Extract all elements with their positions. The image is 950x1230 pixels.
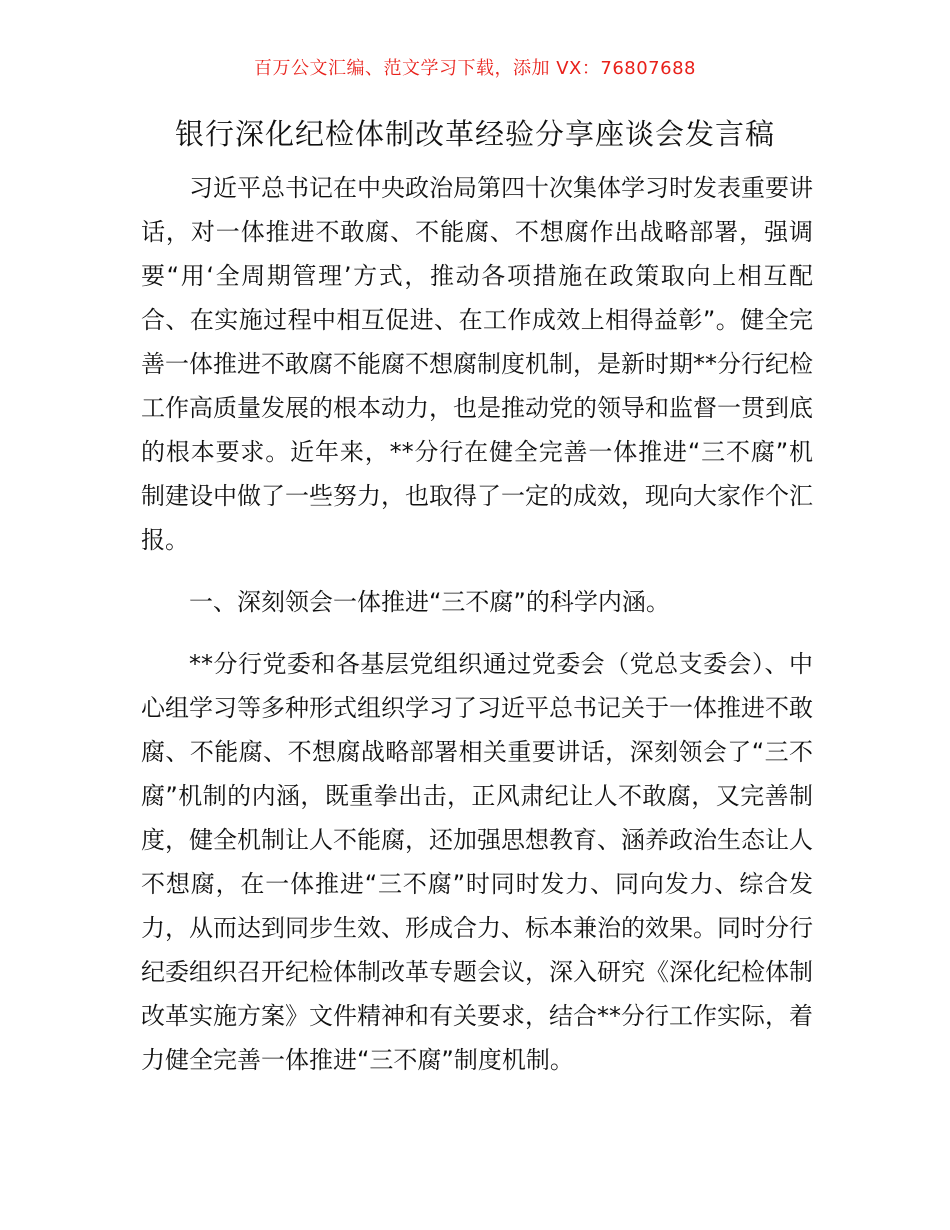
section-heading-1: 一、深刻领会一体推进“三不腐”的科学内涵。 — [189, 588, 670, 616]
document-title: 银行深化纪检体制改革经验分享座谈会发言稿 — [174, 117, 775, 151]
document-body — [141, 166, 813, 1082]
header-banner: 百万公文汇编、范文学习下载，添加 VX：76807688 — [254, 58, 696, 79]
paragraph-section-1: **分行党委和各基层党组织通过党委会（党总支委会）、中心组学习等多种形式组织学习了习近平总书记关于一体推进不敢腐、不能腐、不想腐战略部署相关重要讲话，深刻领会了“三不腐”机制的内涵，既重拳出击，正风肃纪让人不敢腐，又完善制度，健全机制让人不能腐，还加强思想教育、涵养政治生态让人不想腐，在一体推进“三不腐”时同时发力、同向发力、综合发力，从而达到同步生效、形成合力、标本兼治的效果。同时分行纪委组织召开纪检体制改革专题会议，深入研究《深化纪检体制改革实施方案》文件精神和有关要求，结合**分行工作实际，着力健全完善一体推进“三不腐”制度机制。 — [141, 650, 813, 1074]
paragraph-intro: 习近平总书记在中央政治局第四十次集体学习时发表重要讲话，对一体推进不敢腐、不能腐、不想腐作出战略部署，强调要“用‘全周期管理’方式，推动各项措施在政策取向上相互配合、在实施过程中相互促进、在工作成效上相得益彰”。健全完善一体推进不敢腐不能腐不想腐制度机制，是新时期**分行纪检工作高质量发展的根本动力，也是推动党的领导和监督一贯到底的根本要求。近年来，**分行在健全完善一体推进“三不腐”机制建设中做了一些努力，也取得了一定的成效，现向大家作个汇报。 — [141, 174, 813, 554]
